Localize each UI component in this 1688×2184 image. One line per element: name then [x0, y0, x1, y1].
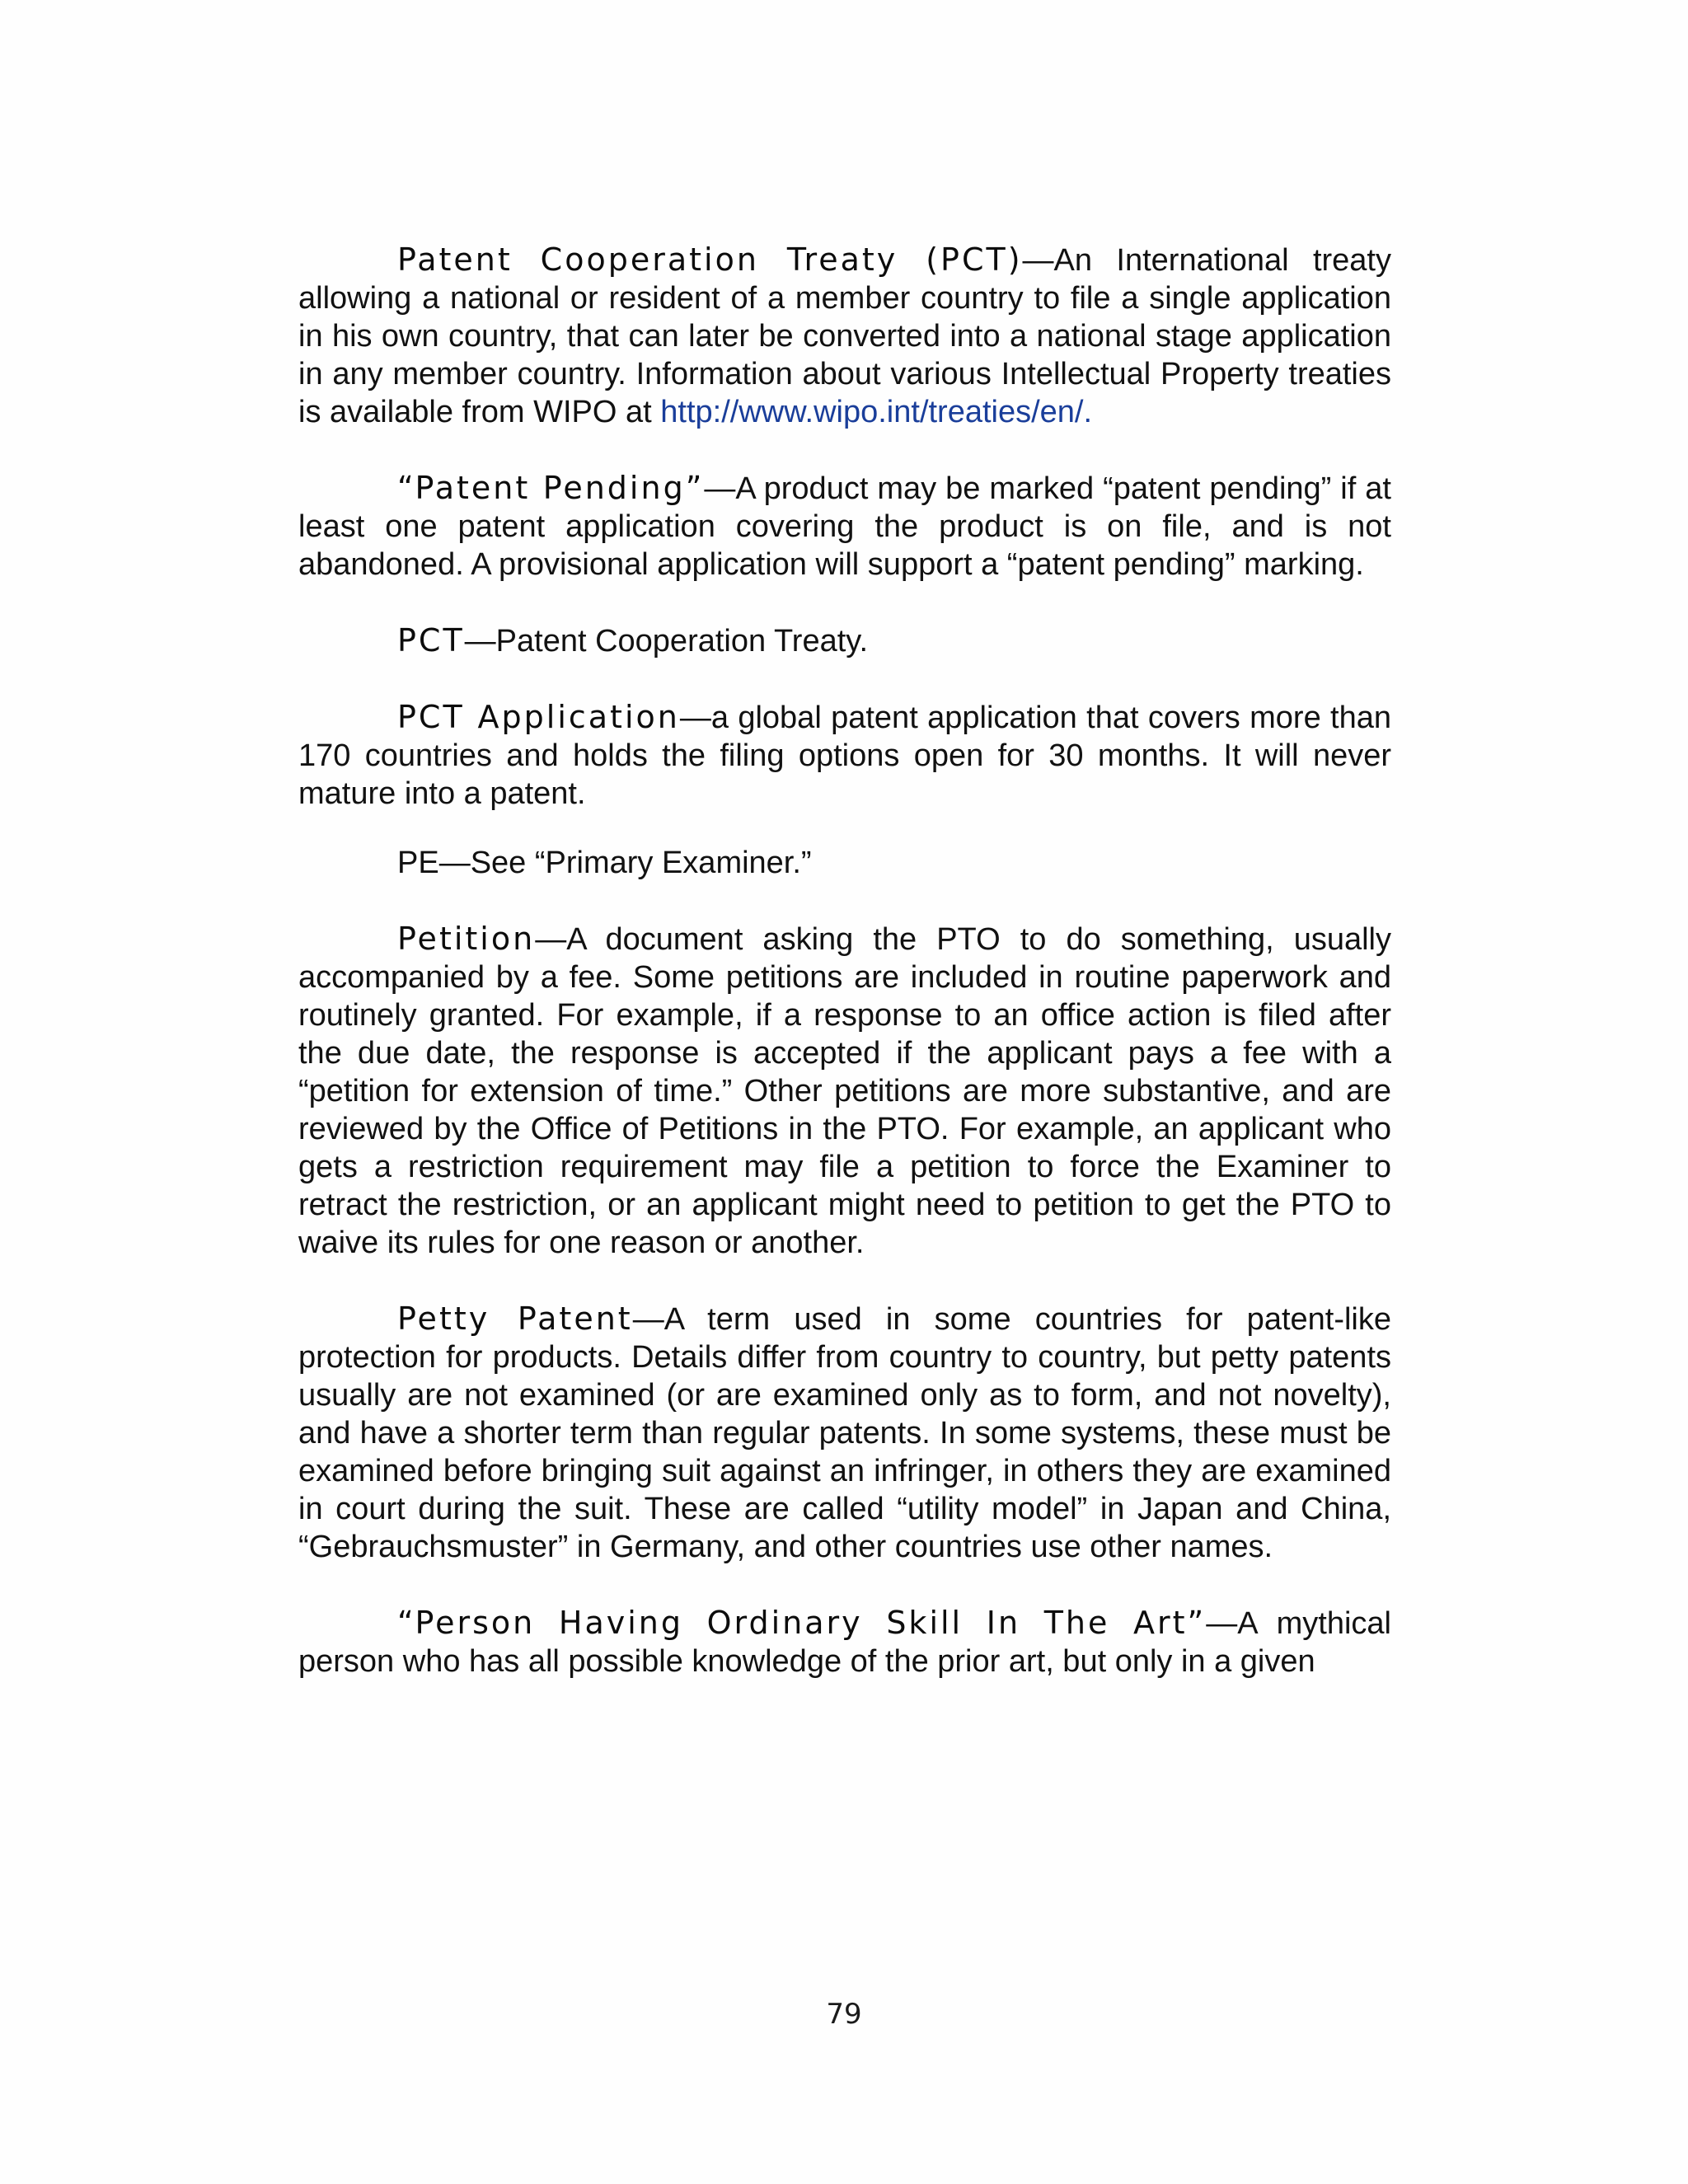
entry-term: PCT Application — [397, 699, 680, 735]
page-number: 79 — [826, 1998, 862, 2031]
entry-definition: —Patent Cooperation Treaty. — [464, 624, 869, 658]
glossary-entry-pct — [298, 621, 1391, 660]
entry-definition: —A mythical person who has all possible knowledge of the prior art, but only in a given — [298, 1606, 1391, 1679]
glossary-entry-patent-cooperation-treaty — [298, 241, 1391, 431]
glossary-entry-patent-pending — [298, 469, 1391, 583]
glossary-entry-person-having-ordinary-skill — [298, 1604, 1391, 1680]
glossary-entry-pe — [298, 844, 1391, 882]
entry-definition: —A term used in some countries for patent-like protection for products. Details differ from country to country, but petty patents usually are not examined (or are examined only as to form, and not novelty), and have a shorter term than regular patents. In some systems, these must be examined before bringing suit against an infringer, in others they are examined in court during the suit. These are called “utility model” in Japan and China, “Gebrauchsmuster” in Germany, and other countries use other names. — [298, 1302, 1392, 1564]
entry-definition: PE—See “Primary Examiner.” — [397, 846, 812, 880]
entry-term: Patent Cooperation Treaty (PCT) — [397, 241, 1023, 278]
entry-definition: —A product may be marked “patent pending” if at least one patent application covering the product is on file, and is not abandoned. A provisional application will support a “patent pending” marking. — [298, 471, 1391, 582]
entry-term: “Person Having Ordinary Skill In The Art” — [397, 1605, 1207, 1641]
entry-definition: —An International treaty allowing a national or resident of a member country to file a single application in his own country, that can later be converted into a national stage application in any member country. Information about various Intellectual Property treaties is available from WIPO at — [298, 243, 1391, 429]
glossary-entry-pct-application — [298, 698, 1391, 813]
entry-term: PCT — [397, 622, 465, 658]
entry-term: Petty Patent — [397, 1301, 633, 1337]
entry-definition: —A document asking the PTO to do something, usually accompanied by a fee. Some petitions are included in routine paperwork and routinely granted. For example, if a response to an office action is filed after the due date, the response is accepted if the applicant pays a fee with a “petition for extension of time.” Other petitions are more substantive, and are reviewed by the Office of Petitions in the PTO. For example, an applicant who gets a restriction requirement may file a petition to force the Examiner to retract the restriction, or an applicant might need to petition to get the PTO to waive its rules for one reason or another. — [298, 922, 1391, 1260]
glossary-entry-petty-patent — [298, 1300, 1391, 1566]
glossary-entry-petition — [298, 920, 1391, 1262]
entry-term: “Patent Pending” — [397, 470, 705, 506]
wipo-treaties-link[interactable]: http://www.wipo.int/treaties/en/. — [660, 395, 1093, 429]
glossary-body — [298, 241, 1391, 1680]
entry-definition: —a global patent application that covers more than 170 countries and holds the filing options open for 30 months. It will never mature into a patent. — [298, 701, 1392, 811]
entry-term: Petition — [397, 921, 536, 957]
